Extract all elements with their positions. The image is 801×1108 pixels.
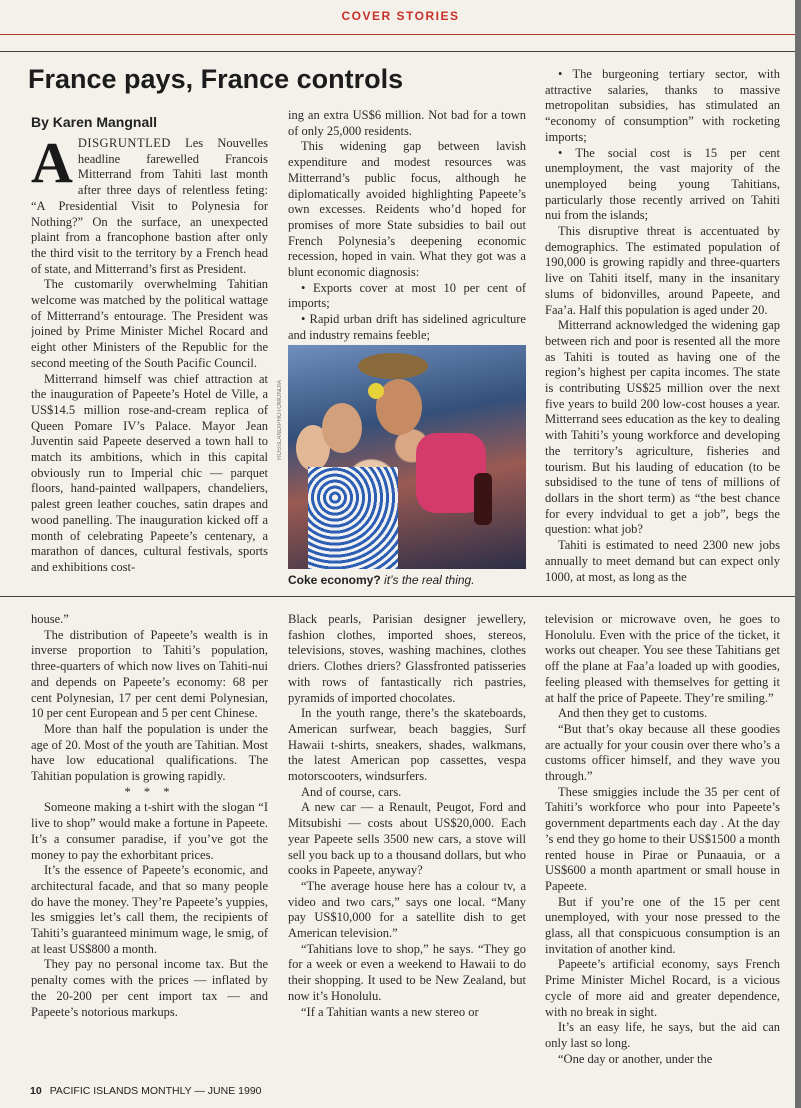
article-column-6 xyxy=(545,612,780,1097)
middle-divider xyxy=(0,596,795,597)
paragraph: This disruptive threat is accentuated by demographics. The estimated population of 190,000 is growing rapidly and three-quarters live on Tahiti itself, many in the insanitary slums of bidonvilles, around Papeete, and Faa’a. Half this population is aged under 20. xyxy=(545,224,780,317)
flower-hat xyxy=(358,353,428,379)
section-label: COVER STORIES xyxy=(341,9,460,23)
article-column-3 xyxy=(545,67,780,591)
paragraph: Papeete’s artificial economy, says French Prime Minister Michel Rocard, is a vicious cycle of more aid and greater dependence, with no break in sight. xyxy=(545,957,780,1019)
page-footer xyxy=(30,1085,262,1097)
bullet-paragraph: • Rapid urban drift has sidelined agriculture and industry remains feeble; xyxy=(288,312,526,343)
photo-caption xyxy=(288,573,528,587)
bullet-paragraph: • The burgeoning tertiary sector, with attractive salaries, thanks to massive metropolitan subsidies, has stimulated an “economy of consumption” with rocketing imports; xyxy=(545,67,780,146)
paragraph: Mitterrand himself was chief attraction at the inauguration of Papeete’s Hotel de Ville, a US$14.5 million rose-and-cream replica of Queen Pomare IV’s Palace. Mayor Jean Juventin said Papeete deserved a town hall to match its ambitions, which in this capital obviously run to Imperial chic — parquet floors, hand-painted wallpapers, chandeliers, palest green leather couches, satin drapes and wood panelling. The inauguration kicked off a month of celebrating Papeete’s centenary, a marathon of dances, cultural festivals, sports and exhibitions cost- xyxy=(31,371,268,574)
caption-italic: it’s the real thing. xyxy=(380,573,475,587)
person-figure xyxy=(322,403,362,453)
paragraph: The customarily overwhelming Tahitian welcome was matched by the political wattage of Mitterrand’s entourage. The President was joined by Prime Minister Michel Rocard and eight other Ministers of the Republic for the second meeting of the South Pacific Council. xyxy=(31,277,268,370)
paragraph: house.” xyxy=(31,612,69,626)
caption-bold: Coke economy? xyxy=(288,573,381,587)
paragraph: It’s the essence of Papeete’s economic, and architectural facade, and that so many people do have the money. They’re Papeete’s yuppies, les smiggies let’s call them, the recipients of Tahiti’s guaranteed minimum wage, le smig, of at least US$800 a month. xyxy=(31,863,268,956)
publication-line: PACIFIC ISLANDS MONTHLY — JUNE 1990 xyxy=(49,1085,262,1097)
paragraph: ing an extra US$6 million. Not bad for a town of only 25,000 residents. xyxy=(288,108,526,138)
article-column-1 xyxy=(31,136,268,591)
lead-words: DISGRUNTLED xyxy=(77,136,171,150)
paragraph: “If a Tahitian wants a new stereo or xyxy=(301,1004,479,1019)
paragraph: Black pearls, Parisian designer jewellery, fashion clothes, imported shoes, stereos, televisions, stoves, washing machines, clothes driers. Clothes driers? Glassfronted patisseries with rows of fantastically rich pastries, pyramids of imported chocolates. xyxy=(288,612,526,705)
paragraph: These smiggies include the 35 per cent of Tahiti’s workforce who pour into Papeete’s government departments each day . At the day ’s end they go home to their US$1500 a month rented house in Pirae or Punaauia, or a US$600 a month apartment or small house in Papeete. xyxy=(545,784,780,893)
section-break: * * * xyxy=(124,784,175,799)
floral-dress xyxy=(308,467,398,569)
paragraph: It’s an easy life, he says, but the aid can only last so long. xyxy=(545,1020,780,1050)
page-edge xyxy=(795,0,801,1108)
paragraph: Someone making a t-shirt with the slogan “I live to shop” would make a fortune in Papeete. It’s a consumer paradise, if you’ve got the money to pay the exhorbitant prices. xyxy=(31,800,268,862)
paragraph: And of course, cars. xyxy=(301,784,402,799)
paragraph: “One day or another, under the xyxy=(558,1051,713,1066)
paragraph: But if you’re one of the 15 per cent unemployed, with your nose pressed to the glass, all that conspicuous consumption is an invitation of another kind. xyxy=(545,894,780,956)
article-column-4 xyxy=(31,612,268,1080)
article-column-5 xyxy=(288,612,526,1097)
paragraph: The distribution of Papeete’s wealth is in inverse proportion to Tahiti’s population, three-quarters of which now lives on Tahiti-nui and depends on Papeete’s economy: 68 per cent Polynesian, 17 per cent demi Polynesian, 10 per cent European and 5 per cent Chinese. xyxy=(31,627,268,721)
paragraph: Les Nouvelles headline farewelled Francois Mitterrand from Tahiti last month after three days of relentless feting: “A Presidential Visit to Polynesia for Nothing?” On the surface, an unexpected plaint from a francophone bastion after only the third visit to the territory by a French head of state, and Mitterrand’s first as President. xyxy=(31,136,268,276)
paragraph: This widening gap between lavish expenditure and modest resources was Mitterrand’s public focus, although he diplomatically avoided highlighting Papeete’s own excesses. Reidents who’d hoped for promises of more State subsidies to bail out French Polynesia’s deepening economic recession, hoped in vain. What they got was a blunt economic diagnosis: xyxy=(288,139,526,280)
article-headline: France pays, France controls xyxy=(28,64,404,94)
top-divider xyxy=(0,51,795,52)
article-column-2 xyxy=(288,108,526,343)
coke-bottle xyxy=(474,473,492,525)
dropcap: A xyxy=(31,136,73,195)
article-byline: By Karen Mangnall xyxy=(31,114,158,130)
paragraph: More than half the population is under the age of 20. Most of the youth are Tahitian. Most have low educational qualifications. The Tahitian population is growing rapidly. xyxy=(31,721,268,784)
paragraph: And then they get to customs. xyxy=(558,706,708,721)
page-number: 10 xyxy=(30,1085,42,1097)
paragraph: “The average house here has a colour tv, a video and two cars,” says one local. “Many pay US$10,000 for a satellite dish to get American television.” xyxy=(288,878,526,941)
paragraph: A new car — a Renault, Peugot, Ford and Mitsubishi — costs about US$20,000. Each year Papeete sells 3500 new cars, a stove will sell you back up to a thousand dollars, but who cooks in Papeete, anyway? xyxy=(288,800,526,878)
bullet-paragraph: • Exports cover at most 10 per cent of imports; xyxy=(288,281,526,312)
paragraph: Mitterrand acknowledged the widening gap between rich and poor is resented all the more as Tahiti is touted as having one of the region’s highest per capita incomes. The state is contributing US$25 million over the next five years to build 200 low-cost houses a year. Mitterrand sees education as the key to dealing with Tahiti’s young workforce and developing the territory’s agriculture, fisheries and tourism. But his lauding of education (to be subsidised to the tune of tens of millions of dollars in the short term) as “the best chance for every indvidual to get a job”, begs the question: what job? xyxy=(545,318,780,537)
paragraph: “Tahitians love to shop,” he says. “They go for a week or even a weekend to Hawaii to do their shopping. It used to be New Zealand, but now it’s Honolulu. xyxy=(288,941,526,1003)
bullet-paragraph: • The social cost is 15 per cent unemployment, the vast majority of the unemployed being young Tahitians, particularly those recently arrived on Tahiti nui from the islands; xyxy=(545,146,780,225)
paragraph: In the youth range, there’s the skateboards, American surfwear, beach baggies, Surf Hawaii t-shirts, sneakers, shades, walkmans, the latest American pop cassettes, vespa motorscooters, windsurfers. xyxy=(288,706,526,784)
article-photo xyxy=(288,345,526,569)
paragraph: Tahiti is estimated to need 2300 new jobs annually to meet demand but can expect only 1000, at most, as long as the xyxy=(545,538,780,584)
lead-paragraph xyxy=(31,136,268,277)
paragraph: They pay no personal income tax. But the penalty comes with the prices — inflated by the 20-200 per cent import tax — and Papeete’s notorious markups. xyxy=(31,957,268,1019)
flower xyxy=(368,383,384,399)
paragraph: “But that’s okay because all these goodies are actually for your cousin over there who’s a customs officer himself, and they wave you through.” xyxy=(545,721,780,784)
paragraph: television or microwave oven, he goes to Honolulu. Even with the price of the ticket, it works out cheaper. You see these Tahitians get off the plane at Faa’a loaded up with goodies, feeling pleased with themselves for getting it at half the price of Papeete. They’re smiling.” xyxy=(545,612,780,705)
photo-credit: ROSSLAND/PHOTOMONDIA xyxy=(277,380,283,460)
